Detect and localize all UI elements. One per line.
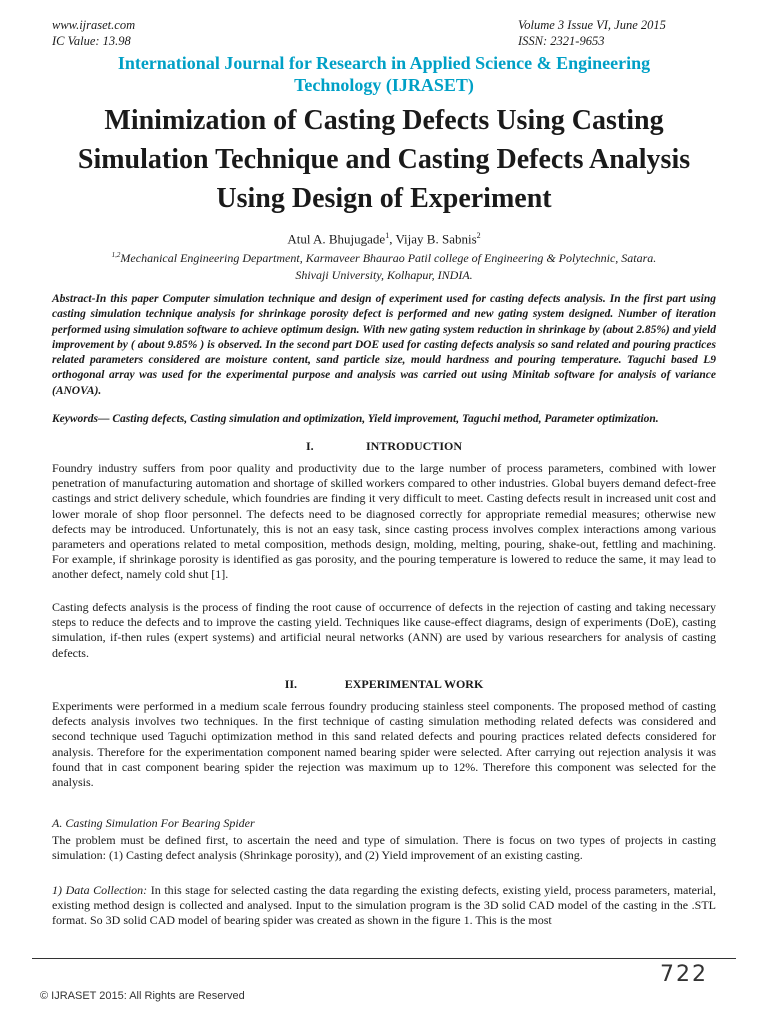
intro-paragraph-1: Foundry industry suffers from poor quality and productivity due to the large number of process parameters, combined with lower penetration of manufacturing automation and shortage of skilled workers compared to other industries. Global buyers demand defect-free castings and strict delivery schedule, which foundries are finding it very difficult to meet. Casting defects result in increased unit cost and lower morale of shop floor personnel. The defects need to be diagnosed correctly for appropriate remedial measures; otherwise new defects may be introduced. Unfortunately, this is not an easy task, since casting process involves complex interactions among various parameters and operations related to metal composition, methods design, molding, melting, pouring, shake-out, fettling and machining. For example, if shrinkage porosity is identified as gas porosity, and the pouring temperature is lowered to reduce the same, it may lead to another defect, namely cold shut [1]. <box>52 461 716 582</box>
intro-paragraph-2: Casting defects analysis is the process of finding the root cause of occurrence of defects in the rejection of casting and taking necessary steps to reduce the defects and to improve the casting yield. Techniques like cause-effect diagrams, design of experiments (DoE), casting simulation, if-then rules (expert systems) and artificial neural networks (ANN) are used by various researchers for analysis of casting defects. <box>52 600 716 660</box>
section-title: INTRODUCTION <box>365 439 462 453</box>
affiliation-line2: Shivaji University, Kolhapur, INDIA. <box>295 268 473 282</box>
data-collection-paragraph <box>52 883 716 929</box>
section-title: EXPERIMENTAL WORK <box>344 677 484 691</box>
header-issn: ISSN: 2321-9653 <box>518 34 605 48</box>
experimental-paragraph: Experiments were performed in a medium scale ferrous foundry producing stainless steel components. The proposed method of casting defects analysis involves two techniques. In the first technique of casting simulation methoding related defects was considered and second technique used Taguchi optimization method in this sand related defects and pouring practices related defects considered for analysis. Therefore for the experimentation component named bearing spider were selected. After carrying out rejection analysis it was found that in cast component bearing spider the rejection was maximum up to 12%. Therefore this component was selected for the analysis. <box>52 699 716 790</box>
subsection-heading-casting-simulation: A. Casting Simulation For Bearing Spider <box>52 816 255 830</box>
title-line2: Simulation Technique and Casting Defects Analysis <box>77 144 691 175</box>
abstract: Abstract-In this paper Computer simulation technique and design of experiment used for casting defects analysis. In the first part using casting simulation technique analysis for shrinkage porosity defect is performed and new gating system designed. Number of iteration performed using simulation software to achieve optimum design. With new gating system reduction in shrinkage by (about 2.85%) and yield improvement by ( about 9.85% ) is observed. In the second part DOE used for casting defects analysis so sand related and pouring practices related parameters considered are moisture content, sand particle size, mould hardness and pouring temperature. Taguchi based L9 orthogonal array was used for the experimental purpose and analysis was carried out using Minitab software for analysis of variance (ANOVA). <box>52 293 716 397</box>
author-2: Vijay B. Sabnis <box>395 231 477 247</box>
section-heading-experimental-work <box>0 677 768 692</box>
affiliation-text: Mechanical Engineering Department, Karmaveer Bhaurao Patil college of Engineering & Polytechnic, Satara. <box>120 251 657 265</box>
data-collection-heading: 1) Data Collection: <box>52 883 148 897</box>
header-website: www.ijraset.com <box>52 18 136 32</box>
footer-divider <box>32 958 736 959</box>
section-number: I. <box>305 439 314 453</box>
header-ic-value: IC Value: 13.98 <box>52 34 131 48</box>
affiliation-line1 <box>0 248 768 266</box>
paper-title <box>40 101 728 218</box>
journal-name-line2: Technology (IJRASET) <box>294 75 474 95</box>
title-line3: Using Design of Experiment <box>216 183 552 214</box>
copyright-notice: © IJRASET 2015: All Rights are Reserved <box>40 990 245 1002</box>
author-1-affil-mark: 1 <box>385 231 390 240</box>
affiliation-mark: 1,2 <box>111 251 121 259</box>
journal-name <box>60 52 708 96</box>
casting-simulation-paragraph: The problem must be defined first, to ascertain the need and type of simulation. There is focus on two types of projects in casting simulation: (1) Casting defect analysis (Shrinkage porosity), and (2) Yield improvement of an existing casting. <box>52 833 716 863</box>
page-number: 722 <box>660 962 708 987</box>
author-list <box>0 228 768 247</box>
header-volume: Volume 3 Issue VI, June 2015 <box>518 18 666 32</box>
data-collection-text: In this stage for selected casting the data regarding the existing defects, existing yield, process parameters, material, existing method design is collected and analysed. Input to the simulation program is the 3D solid CAD model of the casting in the .STL format. So 3D solid CAD model of bearing spider was created as shown in the figure 1. This is the most <box>52 883 716 928</box>
title-line1: Minimization of Casting Defects Using Casting <box>104 105 664 136</box>
section-number: II. <box>284 677 298 691</box>
author-separator: , <box>389 231 396 247</box>
section-heading-introduction <box>0 439 768 454</box>
journal-name-line1: International Journal for Research in Applied Science & Engineering <box>117 53 651 73</box>
author-1: Atul A. Bhujugade <box>287 231 386 247</box>
author-2-affil-mark: 2 <box>476 231 481 240</box>
keywords: Keywords— Casting defects, Casting simulation and optimization, Yield improvement, Taguchi method, Parameter optimization. <box>52 413 659 425</box>
